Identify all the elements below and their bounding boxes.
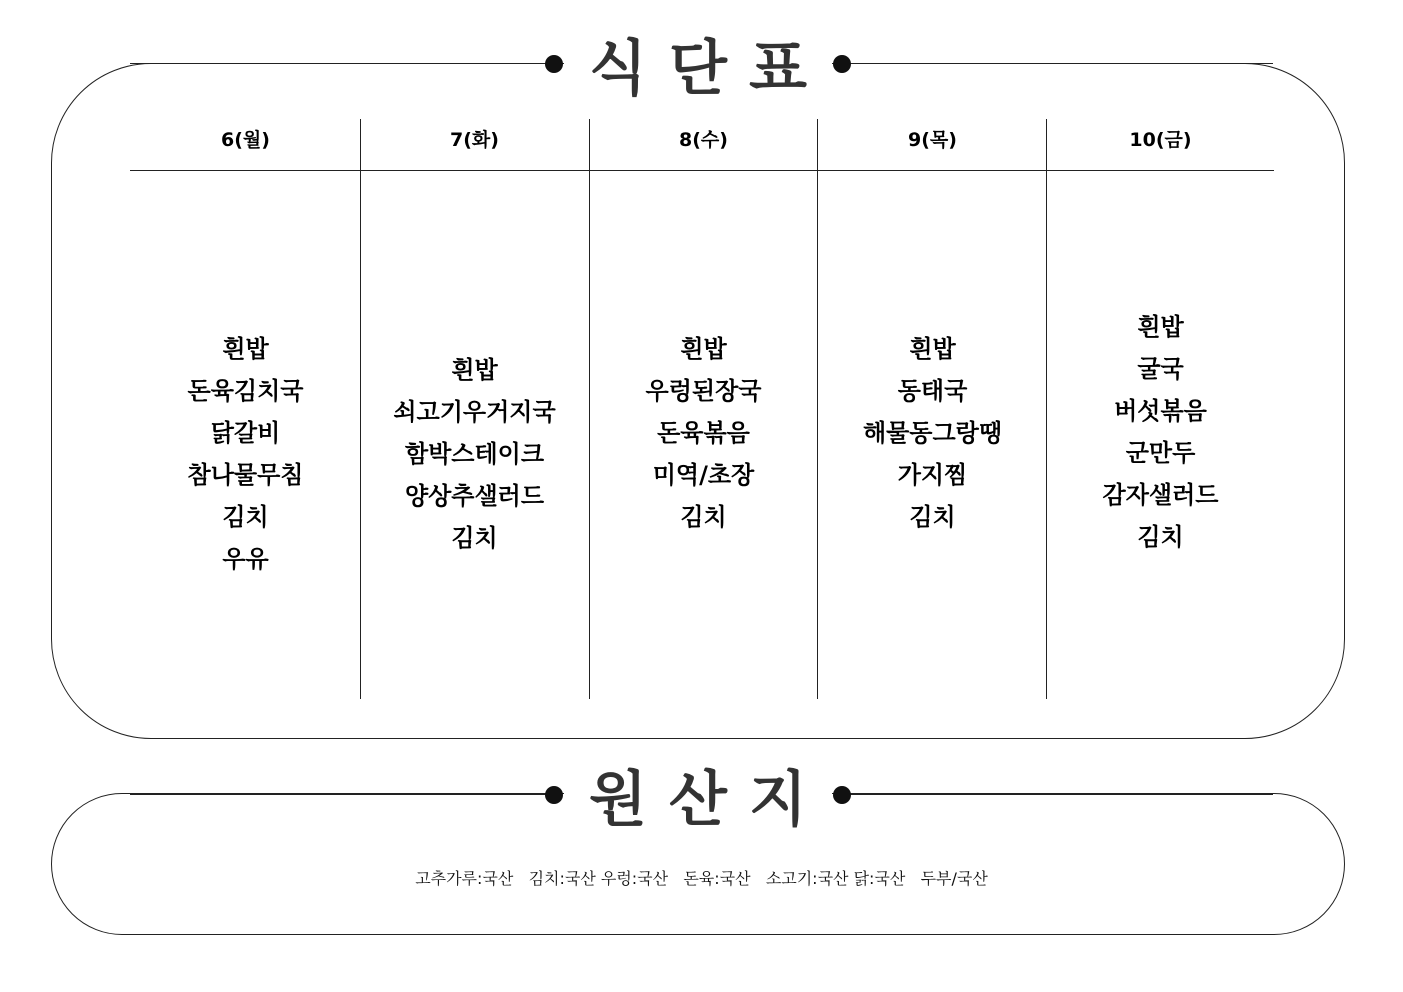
dish-item: 미역/초장 bbox=[652, 461, 755, 489]
dish-item: 쇠고기우거지국 bbox=[393, 398, 556, 426]
day-menu-thu bbox=[818, 328, 1047, 538]
dish-item: 흰밥 bbox=[222, 335, 269, 363]
day-header-tue: 7(화) bbox=[450, 129, 499, 151]
day-menu-wed bbox=[589, 328, 818, 538]
day-header-thu: 9(목) bbox=[908, 129, 957, 151]
dish-item: 군만두 bbox=[1125, 439, 1196, 467]
day-menu-mon bbox=[131, 328, 360, 580]
day-header-wed: 8(수) bbox=[679, 129, 728, 151]
dish-item: 돈육볶음 bbox=[657, 419, 750, 447]
title-connector-line bbox=[130, 794, 554, 795]
dish-item: 감자샐러드 bbox=[1102, 481, 1219, 509]
dish-item: 우렁된장국 bbox=[645, 377, 762, 405]
title-connector-line bbox=[842, 63, 1273, 64]
dish-item: 흰밥 bbox=[680, 335, 727, 363]
title-dot bbox=[833, 55, 851, 73]
dish-item: 참나물무침 bbox=[187, 461, 304, 489]
dish-item: 김치 bbox=[909, 503, 956, 531]
dish-item: 양상추샐러드 bbox=[404, 482, 545, 510]
dish-item: 흰밥 bbox=[451, 356, 498, 384]
title-connector-line bbox=[130, 63, 554, 64]
day-header-fri: 10(금) bbox=[1129, 129, 1192, 151]
dish-item: 흰밥 bbox=[909, 335, 956, 363]
title-dot bbox=[545, 55, 563, 73]
menu-title-bar bbox=[130, 23, 1273, 103]
menu-title: 식단표 bbox=[589, 34, 829, 104]
day-menu-tue bbox=[360, 349, 589, 559]
dish-item: 굴국 bbox=[1137, 355, 1184, 383]
dish-item: 동태국 bbox=[897, 377, 968, 405]
dish-item: 김치 bbox=[1137, 523, 1184, 551]
dish-item: 버섯볶음 bbox=[1114, 397, 1207, 425]
dish-item: 가지찜 bbox=[897, 461, 968, 489]
dish-item: 김치 bbox=[222, 503, 269, 531]
origin-info-text: 고추가루:국산 김치:국산 우렁:국산 돈육:국산 소고기:국산 닭:국산 두부/국산 bbox=[415, 869, 988, 888]
day-header-mon: 6(월) bbox=[221, 129, 270, 151]
dish-item: 함박스테이크 bbox=[404, 440, 545, 468]
day-menu-fri bbox=[1046, 306, 1275, 558]
dish-item: 김치 bbox=[451, 524, 498, 552]
title-connector-line bbox=[842, 794, 1273, 795]
header-divider bbox=[130, 170, 1274, 171]
dish-item: 김치 bbox=[680, 503, 727, 531]
origin-title-bar bbox=[130, 754, 1273, 834]
origin-title: 원산지 bbox=[589, 765, 829, 835]
dish-item: 흰밥 bbox=[1137, 313, 1184, 341]
dish-item: 우유 bbox=[222, 545, 269, 573]
title-dot bbox=[833, 786, 851, 804]
dish-item: 닭갈비 bbox=[210, 419, 281, 447]
dish-item: 돈육김치국 bbox=[187, 377, 304, 405]
title-dot bbox=[545, 786, 563, 804]
dish-item: 해물동그랑땡 bbox=[862, 419, 1003, 447]
